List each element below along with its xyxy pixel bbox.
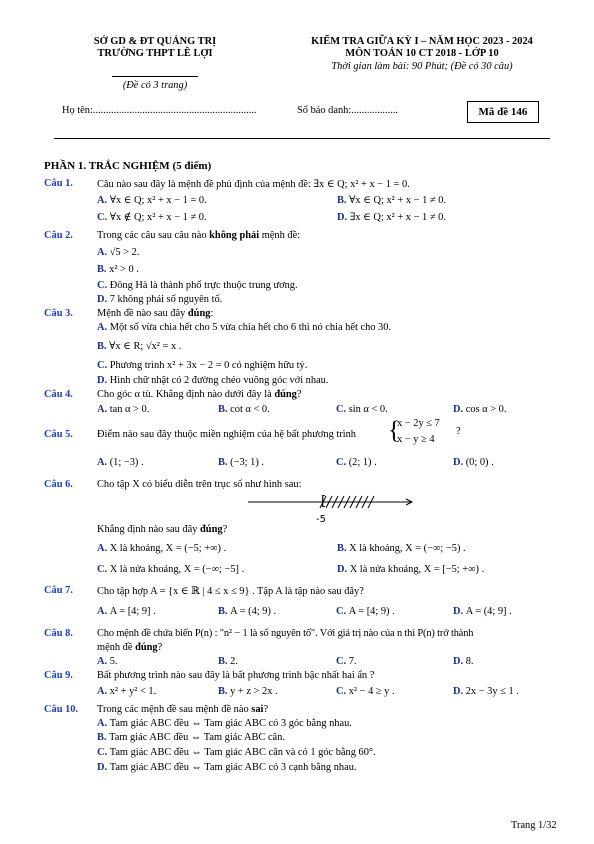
option-c: C. (2; 1) . <box>336 457 377 468</box>
question-text: Cho tập hợp A = {x ∈ ℝ | 4 ≤ x ≤ 9} . Tập A là tập nào sau đây? <box>97 586 364 597</box>
option-b: B. ∀x ∈ Q; x² + x − 1 ≠ 0. <box>337 195 446 206</box>
question-number: Câu 5. <box>44 429 73 440</box>
option-a: A. Một số vừa chia hết cho 5 vừa chia hết cho 6 thì nó chia hết cho 30. <box>97 322 392 333</box>
question-text: Câu nào sau đây là mệnh đề phủ định của mệnh đề: ∃x ∈ Q; x² + x − 1 = 0. <box>97 179 410 190</box>
option-d: D. cos α > 0. <box>453 404 507 415</box>
question-text-continued: mệnh đề đúng? <box>97 642 163 653</box>
option-d: D. 8. <box>453 656 474 667</box>
option-b: B. x² > 0 . <box>97 264 139 275</box>
option-d: D. A = (4; 9] . <box>453 606 512 617</box>
option-c: C. Phương trình x² + 3x − 2 = 0 có nghiệm hữu tỷ. <box>97 360 308 371</box>
option-d: D. Hình chữ nhật có 2 đường chéo vuông góc với nhau. <box>97 375 329 386</box>
axis-label: -5 <box>316 514 326 525</box>
option-c: C. ∀x ∉ Q; x² + x − 1 ≠ 0. <box>97 212 207 223</box>
school-name: TRƯỜNG THPT LÊ LỢI <box>97 48 213 59</box>
option-c: C. 7. <box>336 656 357 667</box>
question-number: Câu 6. <box>44 479 73 490</box>
option-a: A. √5 > 2. <box>97 247 140 258</box>
option-d: D. 7 không phải số nguyên tố. <box>97 294 223 305</box>
section-title: PHẦN 1. TRẮC NGHIỆM (5 điểm) <box>44 160 212 172</box>
number-line-figure <box>240 490 420 530</box>
header-divider <box>112 76 198 77</box>
option-d: D. 2x − 3y ≤ 1 . <box>453 686 519 697</box>
question-prompt: Khẳng định nào sau đây đúng? <box>97 524 228 535</box>
option-b: B. y + z > 2x . <box>218 686 278 697</box>
time-note: Thời gian làm bài: 90 Phút; (Đề có 30 câu) <box>331 61 513 72</box>
exam-code-box: Mã đề 146 <box>467 101 539 123</box>
question-number: Câu 8. <box>44 628 73 639</box>
option-a: A. x² + y² < 1. <box>97 686 157 697</box>
question-text: Điểm nào sau đây thuộc miền nghiệm của hệ bất phương trình <box>97 429 356 440</box>
system-inequality-1: x − 2y ≤ 7 <box>397 418 440 429</box>
question-text: Bất phương trình nào sau đây là bất phương trình bậc nhất hai ẩn ? <box>97 670 375 681</box>
system-inequality-2: x − y ≥ 4 <box>397 434 435 445</box>
option-b: B. A = (4; 9) . <box>218 606 277 617</box>
option-a: A. tan α > 0. <box>97 404 150 415</box>
department-name: SỞ GD & ĐT QUẢNG TRỊ <box>93 36 217 47</box>
question-text: Cho mệnh đề chứa biến P(n) : "n² − 1 là số nguyên tố". Với giá trị nào của n thì P(n) trở thành <box>97 628 474 639</box>
option-c: C. Tam giác ABC đều ⇔ Tam giác ABC cân và có 1 góc bằng 60°. <box>97 747 376 758</box>
option-b: B. X là khoảng, X = (−∞; −5) . <box>337 543 466 554</box>
option-b: B. ∀x ∈ R; √x² = x . <box>97 341 182 352</box>
option-b: B. (−3; 1) . <box>218 457 264 468</box>
system-brace: { <box>388 417 400 444</box>
question-number: Câu 2. <box>44 230 73 241</box>
question-text: Cho góc α tù. Khẳng định nào dưới đây là đúng? <box>97 389 302 400</box>
question-text: Cho tập X có biểu diễn trên trục số như hình sau: <box>97 479 302 490</box>
closed-bracket: [ <box>321 494 327 509</box>
option-c: C. X là nửa khoảng, X = (−∞; −5] . <box>97 564 245 575</box>
option-d: D. (0; 0) . <box>453 457 494 468</box>
option-a: A. X là khoảng, X = (−5; +∞) . <box>97 543 227 554</box>
question-mark: ? <box>456 426 461 437</box>
option-c: C. Đông Hà là thành phố trực thuộc trung ương. <box>97 280 298 291</box>
option-c: C. x² − 4 ≥ y . <box>336 686 395 697</box>
page-number: Trang 1/32 <box>511 820 557 831</box>
page-count-note: (Đề có 3 trang) <box>122 80 188 91</box>
option-a: A. Tam giác ABC đều ⇔ Tam giác ABC có 3 góc bằng nhau. <box>97 718 352 729</box>
question-text: Mệnh đề nào sau đây đúng: <box>97 308 214 319</box>
option-a: A. 5. <box>97 656 118 667</box>
question-number: Câu 4. <box>44 389 73 400</box>
option-d: D. X là nửa khoảng, X = [−5; +∞) . <box>337 564 485 575</box>
option-b: B. cot α < 0. <box>218 404 270 415</box>
option-d: D. Tam giác ABC đều ⇔ Tam giác ABC có 3 cạnh bằng nhau. <box>97 762 357 773</box>
student-id-field: Số báo danh:.................. <box>297 105 399 116</box>
option-a: A. (1; −3) . <box>97 457 144 468</box>
option-b: B. 2. <box>218 656 238 667</box>
question-number: Câu 9. <box>44 670 73 681</box>
question-text: Trong các mệnh đề sau mệnh đề nào sai? <box>97 704 269 715</box>
question-number: Câu 1. <box>44 178 73 189</box>
question-text: Trong các câu sau câu nào không phải mệnh đề: <box>97 230 301 241</box>
option-c: C. sin α < 0. <box>336 404 388 415</box>
name-field: Họ tên:............................................................... <box>62 105 257 116</box>
question-number: Câu 10. <box>44 704 79 715</box>
question-number: Câu 7. <box>44 585 73 596</box>
exam-title: KIỂM TRA GIỮA KỲ I – NĂM HỌC 2023 - 2024 <box>311 36 533 47</box>
option-b: B. Tam giác ABC đều ⇔ Tam giác ABC cân. <box>97 732 285 743</box>
question-number: Câu 3. <box>44 308 73 319</box>
option-d: D. ∃x ∈ Q; x² + x − 1 ≠ 0. <box>337 212 446 223</box>
option-a: A. A = [4; 9] . <box>97 606 156 617</box>
header-rule <box>54 138 550 139</box>
option-c: C. A = [4; 9) . <box>336 606 395 617</box>
option-a: A. ∀x ∈ Q; x² + x − 1 = 0. <box>97 195 207 206</box>
subject-title: MÔN TOÁN 10 CT 2018 - LỚP 10 <box>345 48 499 59</box>
